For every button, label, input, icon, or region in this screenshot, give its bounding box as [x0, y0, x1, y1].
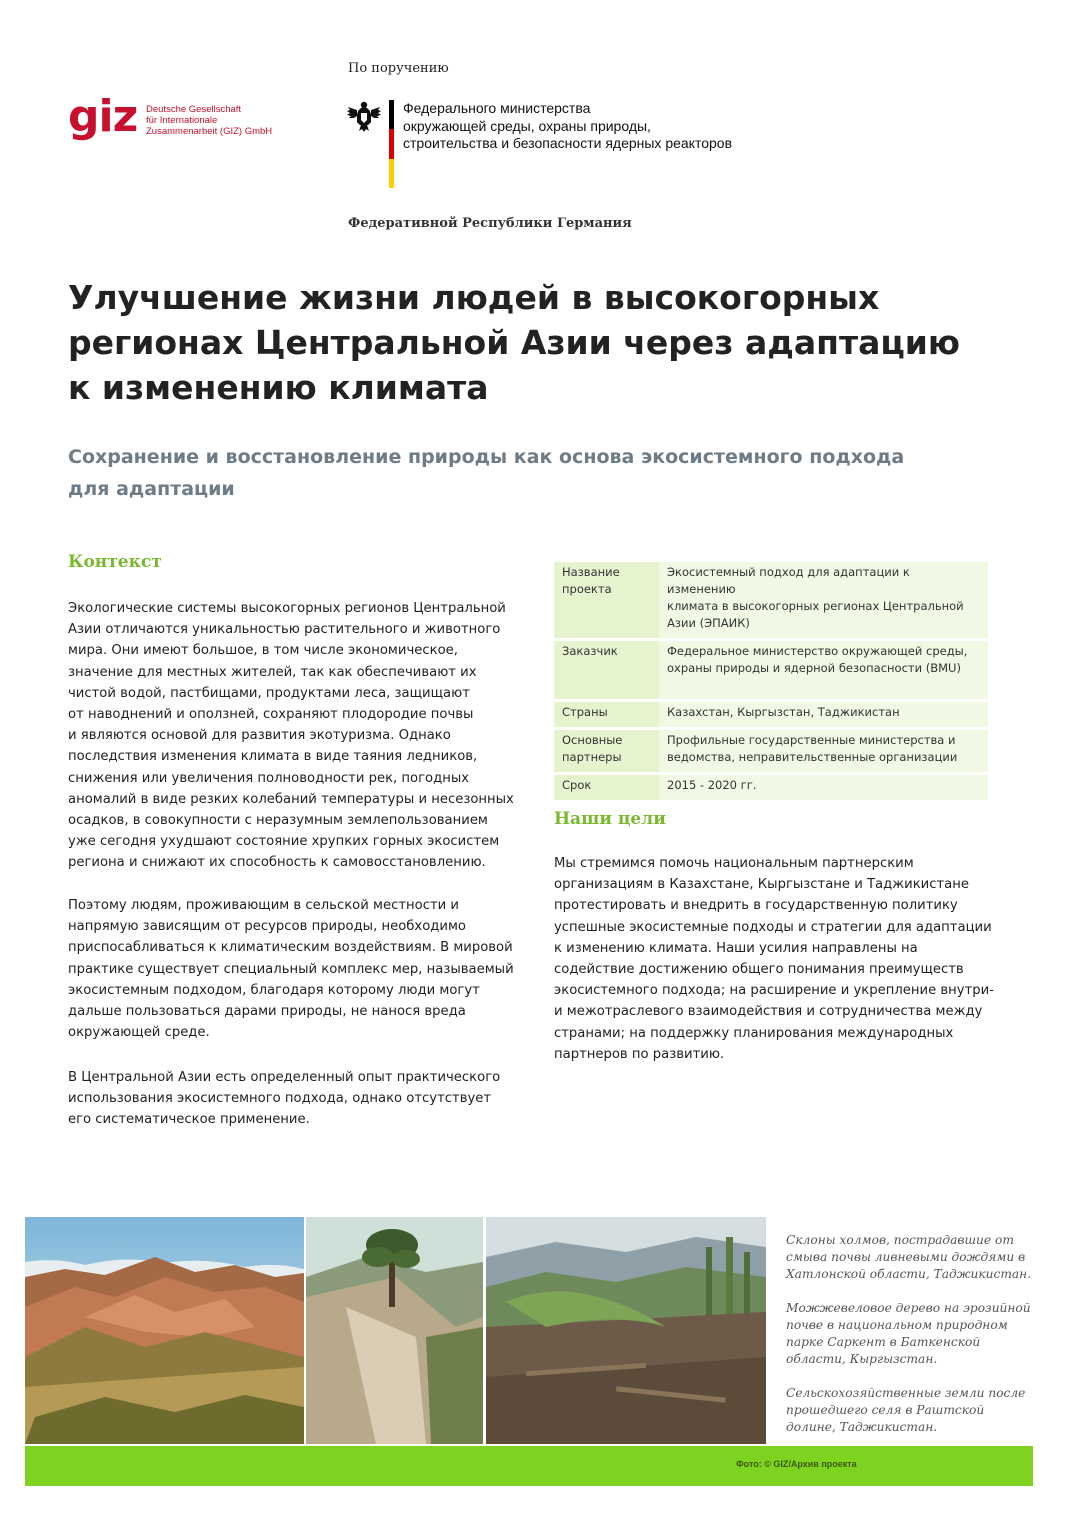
ministry-line: окружающей среды, охраны природы, — [403, 117, 651, 134]
table-row — [554, 702, 988, 727]
table-row — [554, 775, 988, 800]
subtitle-line: Сохранение и восстановление природы как основа экосистемного подхода — [68, 446, 905, 468]
table-key: Заказчик — [554, 641, 659, 699]
table-value: Профильные государственные министерства и ведомства, неправительственные организации — [659, 730, 988, 772]
table-row — [554, 562, 988, 638]
goals-heading: Наши цели — [554, 809, 666, 829]
photo-caption: Склоны холмов, пострадавшие от смыва почвы ливневыми дождями в Хатлонской области, Таджикистан. — [786, 1233, 1032, 1281]
ministry-name — [403, 100, 732, 153]
photo-eroded-hills — [25, 1217, 304, 1444]
photo-credit: Фото: © GIZ/Архив проекта — [736, 1459, 857, 1469]
federal-eagle-icon — [346, 98, 382, 134]
photo-farmland-mudflow — [486, 1217, 766, 1444]
title-line: Улучшение жизни людей в высокогорных — [68, 278, 880, 317]
on-behalf-label: По поручению — [348, 61, 449, 76]
table-row — [554, 730, 988, 772]
table-key: Страны — [554, 702, 659, 727]
page-title — [68, 275, 1048, 410]
footer-bar — [25, 1446, 1033, 1486]
page-subtitle — [68, 441, 968, 505]
table-value: Федеральное министерство окружающей среды, охраны природы и ядерной безопасности (BMU) — [659, 641, 988, 699]
title-line: регионах Центральной Азии через адаптацию — [68, 323, 961, 362]
photo-juniper-tree — [306, 1217, 483, 1444]
giz-name-line: für Internationale — [146, 115, 218, 126]
photo-caption: Сельскохозяйственные земли после прошедшего селя в Раштской долине, Таджикистан. — [786, 1386, 1026, 1434]
table-key: Основные партнеры — [554, 730, 659, 772]
german-flag-stripe — [389, 100, 394, 188]
goals-text: Мы стремимся помочь национальным партнерским организациям в Казахстане, Кыргызстане и Таджикистане протестировать и внедрить в государственную политику успешные экосистемные подходы и стратегии для адаптации к изменению климата. Наши усилия направлены на содействие достижению общего понимания преимуществ экосистемного подхода; на расширение и укрепление внутри- и межотраслевого взаимодействия и сотрудничества между странами; на поддержку планирования международных партнеров по развитию. — [554, 856, 994, 1062]
table-key: Срок — [554, 775, 659, 800]
giz-name-line: Deutsche Gesellschaft — [146, 104, 242, 115]
country-label: Федеративной Республики Германия — [348, 216, 632, 231]
context-paragraph: В Центральной Азии есть определенный опыт практического использования экосистемного подхода, однако отсутствует его систематическое применение. — [68, 1070, 501, 1128]
table-key: Название проекта — [554, 562, 659, 638]
context-paragraph: Поэтому людям, проживающим в сельской местности и напрямую зависящим от ресурсов природы, необходимо приспосабливаться к климатическим воздействиям. В мировой практике существует специальный комплекс мер, называемый экосистемным подходом, благодаря которому люди могут дальше пользоваться дарами природы, не нанося вреда окружающей среде. — [68, 898, 514, 1041]
project-info-table — [554, 559, 988, 803]
table-value: Казахстан, Кыргызстан, Таджикистан — [659, 702, 988, 727]
photo-caption: Можжевеловое дерево на эрозийной почве в национальном природном парке Саркент в Баткенской области, Кыргызстан. — [786, 1301, 1031, 1366]
subtitle-line: для адаптации — [68, 478, 235, 500]
ministry-line: строительства и безопасности ядерных реакторов — [403, 135, 733, 151]
giz-name-line: Zusammenarbeit (GIZ) GmbH — [146, 126, 273, 137]
context-paragraph: Экологические системы высокогорных регионов Центральной Азии отличаются уникальностью растительного и животного мира. Они имеют большое, в том числе экономическое, значение для местных жителей, так как обеспечивают их чистой водой, пастбищами, продуктами леса, защищают от наводнений и оползней, сохраняют плодородие почвы и являются основой для развития экотуризма. Однако последствия изменения климата в виде таяния ледников, снижения или увеличения полноводности рек, погодных аномалий в виде резких колебаний температуры и несезонных осадков, в совокупности с неразумным землепользованием уже сегодня ухудшают состояние хрупких горных экосистем региона и снижают их способность к самовосстановлению. — [68, 601, 514, 871]
context-heading: Контекст — [68, 552, 162, 572]
table-value: 2015 - 2020 гг. — [659, 775, 988, 800]
photo-captions — [786, 1232, 1036, 1453]
table-row — [554, 641, 988, 699]
giz-logo: giz — [68, 91, 138, 142]
giz-organization-name — [146, 104, 272, 137]
ministry-line: Федерального министерства — [403, 100, 591, 116]
table-value: Экосистемный подход для адаптации к изменению климата в высокогорных регионах Центральной Азии (ЭПАИК) — [659, 562, 988, 638]
title-line: к изменению климата — [68, 368, 489, 407]
